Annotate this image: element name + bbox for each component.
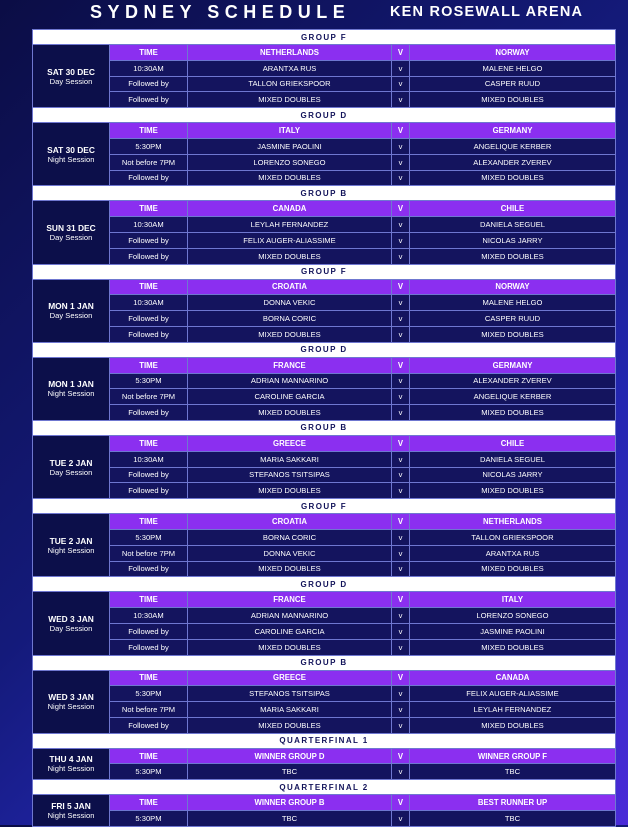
time-header: TIME (110, 670, 188, 686)
group-title: QUARTERFINAL 2 (33, 780, 616, 795)
match-time: Followed by (110, 483, 188, 499)
match-time: Followed by (110, 561, 188, 577)
match-row (33, 92, 616, 108)
session-date-cell (33, 748, 110, 780)
time-header: TIME (110, 592, 188, 608)
versus-header: V (392, 123, 410, 139)
versus-mark: v (392, 467, 410, 483)
group-row (33, 499, 616, 514)
session-label: Day Session (49, 623, 93, 633)
versus-mark: v (392, 717, 410, 733)
time-header: TIME (110, 435, 188, 451)
player-2: FELIX AUGER-ALIASSIME (410, 686, 616, 702)
player-2: LORENZO SONEGO (410, 608, 616, 624)
team2-header: GERMANY (410, 123, 616, 139)
match-row (33, 154, 616, 170)
team1-header: WINNER GROUP D (188, 748, 392, 764)
time-header: TIME (110, 123, 188, 139)
player-2: MALENE HELGO (410, 60, 616, 76)
player-1: MARIA SAKKARI (188, 702, 392, 718)
player-2: JASMINE PAOLINI (410, 623, 616, 639)
session-date: MON 1 JAN (48, 301, 94, 312)
session-date: WED 3 JAN (48, 692, 94, 703)
group-row (33, 30, 616, 45)
player-1: MIXED DOUBLES (188, 92, 392, 108)
group-title: GROUP F (33, 264, 616, 279)
group-title: GROUP B (33, 186, 616, 201)
player-2: MALENE HELGO (410, 295, 616, 311)
team2-header: NETHERLANDS (410, 514, 616, 530)
group-row (33, 780, 616, 795)
match-row (33, 529, 616, 545)
session-header-row (33, 201, 616, 217)
versus-mark: v (392, 154, 410, 170)
player-1: MIXED DOUBLES (188, 561, 392, 577)
versus-header: V (392, 748, 410, 764)
player-1: MIXED DOUBLES (188, 326, 392, 342)
team2-header: NORWAY (410, 279, 616, 295)
team1-header: GREECE (188, 670, 392, 686)
time-header: TIME (110, 279, 188, 295)
session-label: Night Session (47, 545, 95, 555)
team1-header: CANADA (188, 201, 392, 217)
team2-header: NORWAY (410, 45, 616, 61)
versus-mark: v (392, 232, 410, 248)
match-time: Followed by (110, 92, 188, 108)
team2-header: ITALY (410, 592, 616, 608)
team2-header: CANADA (410, 670, 616, 686)
page-title: SYDNEY SCHEDULE (90, 2, 351, 22)
versus-header: V (392, 795, 410, 811)
versus-mark: v (392, 92, 410, 108)
match-time: Followed by (110, 405, 188, 421)
versus-header: V (392, 357, 410, 373)
session-header-row (33, 670, 616, 686)
session-header-row (33, 592, 616, 608)
match-time: 10:30AM (110, 608, 188, 624)
player-2: MIXED DOUBLES (410, 561, 616, 577)
group-row (33, 186, 616, 201)
group-title: GROUP D (33, 577, 616, 592)
versus-mark: v (392, 295, 410, 311)
match-time: Followed by (110, 248, 188, 264)
player-1: MARIA SAKKARI (188, 451, 392, 467)
match-time: Followed by (110, 639, 188, 655)
versus-mark: v (392, 373, 410, 389)
player-1: MIXED DOUBLES (188, 717, 392, 733)
match-row (33, 248, 616, 264)
group-title: GROUP B (33, 420, 616, 435)
match-row (33, 451, 616, 467)
player-2: ARANTXA RUS (410, 545, 616, 561)
versus-mark: v (392, 702, 410, 718)
session-header-row (33, 795, 616, 811)
session-header-row (33, 45, 616, 61)
group-title: GROUP F (33, 30, 616, 45)
player-2: CASPER RUUD (410, 311, 616, 327)
time-header: TIME (110, 795, 188, 811)
session-header-row (33, 435, 616, 451)
team1-header: CROATIA (188, 514, 392, 530)
match-row (33, 76, 616, 92)
match-time: Followed by (110, 76, 188, 92)
versus-header: V (392, 670, 410, 686)
player-2: MIXED DOUBLES (410, 326, 616, 342)
match-row (33, 561, 616, 577)
group-title: GROUP B (33, 655, 616, 670)
time-header: TIME (110, 748, 188, 764)
player-1: TBC (188, 764, 392, 780)
team1-header: GREECE (188, 435, 392, 451)
session-header-row (33, 748, 616, 764)
player-1: LORENZO SONEGO (188, 154, 392, 170)
match-row (33, 608, 616, 624)
team1-header: ITALY (188, 123, 392, 139)
group-row (33, 420, 616, 435)
versus-mark: v (392, 217, 410, 233)
player-1: MIXED DOUBLES (188, 639, 392, 655)
player-2: CASPER RUUD (410, 76, 616, 92)
match-row (33, 811, 616, 827)
team1-header: CROATIA (188, 279, 392, 295)
versus-mark: v (392, 686, 410, 702)
versus-header: V (392, 45, 410, 61)
session-date: SAT 30 DEC (47, 66, 95, 77)
match-row (33, 623, 616, 639)
session-date-cell (33, 592, 110, 655)
match-time: Followed by (110, 467, 188, 483)
match-time: 5:30PM (110, 529, 188, 545)
group-title: GROUP D (33, 342, 616, 357)
versus-mark: v (392, 311, 410, 327)
match-row (33, 389, 616, 405)
player-1: BORNA CORIC (188, 311, 392, 327)
player-2: NICOLAS JARRY (410, 467, 616, 483)
player-2: ANGELIQUE KERBER (410, 389, 616, 405)
session-label: Night Session (47, 702, 95, 712)
session-date: TUE 2 JAN (49, 535, 93, 546)
match-time: 5:30PM (110, 138, 188, 154)
player-1: FELIX AUGER-ALIASSIME (188, 232, 392, 248)
session-label: Night Session (47, 389, 95, 399)
player-1: MIXED DOUBLES (188, 170, 392, 186)
player-1: BORNA CORIC (188, 529, 392, 545)
group-row (33, 577, 616, 592)
player-1: CAROLINE GARCIA (188, 389, 392, 405)
match-row (33, 545, 616, 561)
session-header-row (33, 514, 616, 530)
session-date: WED 3 JAN (48, 613, 94, 624)
player-2: MIXED DOUBLES (410, 92, 616, 108)
player-1: ADRIAN MANNARINO (188, 608, 392, 624)
match-row (33, 467, 616, 483)
player-2: DANIELA SEGUEL (410, 451, 616, 467)
team1-header: WINNER GROUP B (188, 795, 392, 811)
session-date: FRI 5 JAN (51, 801, 91, 812)
player-2: MIXED DOUBLES (410, 639, 616, 655)
session-date: SUN 31 DEC (46, 222, 96, 233)
match-row (33, 170, 616, 186)
versus-mark: v (392, 389, 410, 405)
versus-mark: v (392, 608, 410, 624)
session-date-cell (33, 435, 110, 498)
match-time: Followed by (110, 311, 188, 327)
versus-mark: v (392, 405, 410, 421)
versus-mark: v (392, 76, 410, 92)
session-date-cell (33, 279, 110, 342)
player-2: MIXED DOUBLES (410, 717, 616, 733)
group-title: GROUP D (33, 108, 616, 123)
session-label: Day Session (49, 232, 93, 242)
time-header: TIME (110, 357, 188, 373)
player-1: MIXED DOUBLES (188, 248, 392, 264)
versus-header: V (392, 435, 410, 451)
match-time: Followed by (110, 326, 188, 342)
match-row (33, 639, 616, 655)
match-row (33, 311, 616, 327)
player-1: MIXED DOUBLES (188, 405, 392, 421)
versus-mark: v (392, 529, 410, 545)
session-header-row (33, 279, 616, 295)
match-row (33, 717, 616, 733)
player-1: ADRIAN MANNARINO (188, 373, 392, 389)
versus-mark: v (392, 248, 410, 264)
match-row (33, 60, 616, 76)
group-row (33, 342, 616, 357)
match-time: 5:30PM (110, 686, 188, 702)
session-date-cell (33, 670, 110, 733)
player-2: ALEXANDER ZVEREV (410, 154, 616, 170)
player-1: JASMINE PAOLINI (188, 138, 392, 154)
player-2: MIXED DOUBLES (410, 248, 616, 264)
versus-mark: v (392, 811, 410, 827)
group-row (33, 108, 616, 123)
team1-header: NETHERLANDS (188, 45, 392, 61)
player-2: ANGELIQUE KERBER (410, 138, 616, 154)
versus-mark: v (392, 639, 410, 655)
versus-mark: v (392, 764, 410, 780)
versus-mark: v (392, 170, 410, 186)
versus-mark: v (392, 451, 410, 467)
session-date-cell (33, 514, 110, 577)
player-1: DONNA VEKIC (188, 545, 392, 561)
match-time: Not before 7PM (110, 154, 188, 170)
group-title: QUARTERFINAL 1 (33, 733, 616, 748)
team2-header: CHILE (410, 435, 616, 451)
player-1: ARANTXA RUS (188, 60, 392, 76)
schedule-table (32, 29, 616, 827)
match-time: Not before 7PM (110, 545, 188, 561)
player-1: TBC (188, 811, 392, 827)
player-2: LEYLAH FERNANDEZ (410, 702, 616, 718)
versus-mark: v (392, 138, 410, 154)
player-2: TBC (410, 764, 616, 780)
group-row (33, 733, 616, 748)
session-label: Night Session (47, 811, 95, 821)
match-row (33, 138, 616, 154)
match-time: Followed by (110, 170, 188, 186)
page-header (0, 0, 628, 28)
versus-mark: v (392, 60, 410, 76)
team1-header: FRANCE (188, 592, 392, 608)
session-label: Night Session (47, 764, 95, 774)
versus-mark: v (392, 326, 410, 342)
match-row (33, 483, 616, 499)
versus-header: V (392, 279, 410, 295)
match-time: 10:30AM (110, 60, 188, 76)
team2-header: CHILE (410, 201, 616, 217)
match-time: Followed by (110, 623, 188, 639)
session-date-cell (33, 45, 110, 108)
session-label: Day Session (49, 467, 93, 477)
player-1: MIXED DOUBLES (188, 483, 392, 499)
team2-header: WINNER GROUP F (410, 748, 616, 764)
match-row (33, 405, 616, 421)
match-time: Followed by (110, 232, 188, 248)
group-row (33, 264, 616, 279)
player-1: DONNA VEKIC (188, 295, 392, 311)
session-label: Night Session (47, 154, 95, 164)
versus-header: V (392, 592, 410, 608)
match-time: 10:30AM (110, 295, 188, 311)
match-time: Not before 7PM (110, 389, 188, 405)
versus-header: V (392, 514, 410, 530)
player-2: MIXED DOUBLES (410, 405, 616, 421)
session-date: THU 4 JAN (49, 754, 93, 765)
match-row (33, 232, 616, 248)
match-time: Not before 7PM (110, 702, 188, 718)
group-title: GROUP F (33, 499, 616, 514)
session-date: SAT 30 DEC (47, 144, 95, 155)
match-row (33, 326, 616, 342)
player-1: LEYLAH FERNANDEZ (188, 217, 392, 233)
player-2: TBC (410, 811, 616, 827)
match-time: 5:30PM (110, 373, 188, 389)
match-row (33, 764, 616, 780)
time-header: TIME (110, 45, 188, 61)
player-1: STEFANOS TSITSIPAS (188, 686, 392, 702)
versus-header: V (392, 201, 410, 217)
time-header: TIME (110, 201, 188, 217)
versus-mark: v (392, 483, 410, 499)
versus-mark: v (392, 545, 410, 561)
venue-title: KEN ROSEWALL ARENA (390, 4, 584, 20)
versus-mark: v (392, 561, 410, 577)
session-date-cell (33, 201, 110, 264)
session-header-row (33, 123, 616, 139)
player-1: CAROLINE GARCIA (188, 623, 392, 639)
team2-header: BEST RUNNER UP (410, 795, 616, 811)
player-1: TALLON GRIEKSPOOR (188, 76, 392, 92)
session-date: MON 1 JAN (48, 379, 94, 390)
player-2: ALEXANDER ZVEREV (410, 373, 616, 389)
match-row (33, 217, 616, 233)
session-date-cell (33, 795, 110, 827)
match-time: 5:30PM (110, 764, 188, 780)
versus-mark: v (392, 623, 410, 639)
match-time: 10:30AM (110, 451, 188, 467)
time-header: TIME (110, 514, 188, 530)
session-header-row (33, 357, 616, 373)
session-date: TUE 2 JAN (49, 457, 93, 468)
match-time: 5:30PM (110, 811, 188, 827)
player-1: STEFANOS TSITSIPAS (188, 467, 392, 483)
team1-header: FRANCE (188, 357, 392, 373)
session-date-cell (33, 357, 110, 420)
match-row (33, 373, 616, 389)
player-2: DANIELA SEGUEL (410, 217, 616, 233)
match-row (33, 686, 616, 702)
session-date-cell (33, 123, 110, 186)
match-time: Followed by (110, 717, 188, 733)
group-row (33, 655, 616, 670)
player-2: TALLON GRIEKSPOOR (410, 529, 616, 545)
match-row (33, 702, 616, 718)
player-2: MIXED DOUBLES (410, 170, 616, 186)
team2-header: GERMANY (410, 357, 616, 373)
player-2: NICOLAS JARRY (410, 232, 616, 248)
player-2: MIXED DOUBLES (410, 483, 616, 499)
session-label: Day Session (49, 76, 93, 86)
match-row (33, 295, 616, 311)
match-time: 10:30AM (110, 217, 188, 233)
session-label: Day Session (49, 311, 93, 321)
